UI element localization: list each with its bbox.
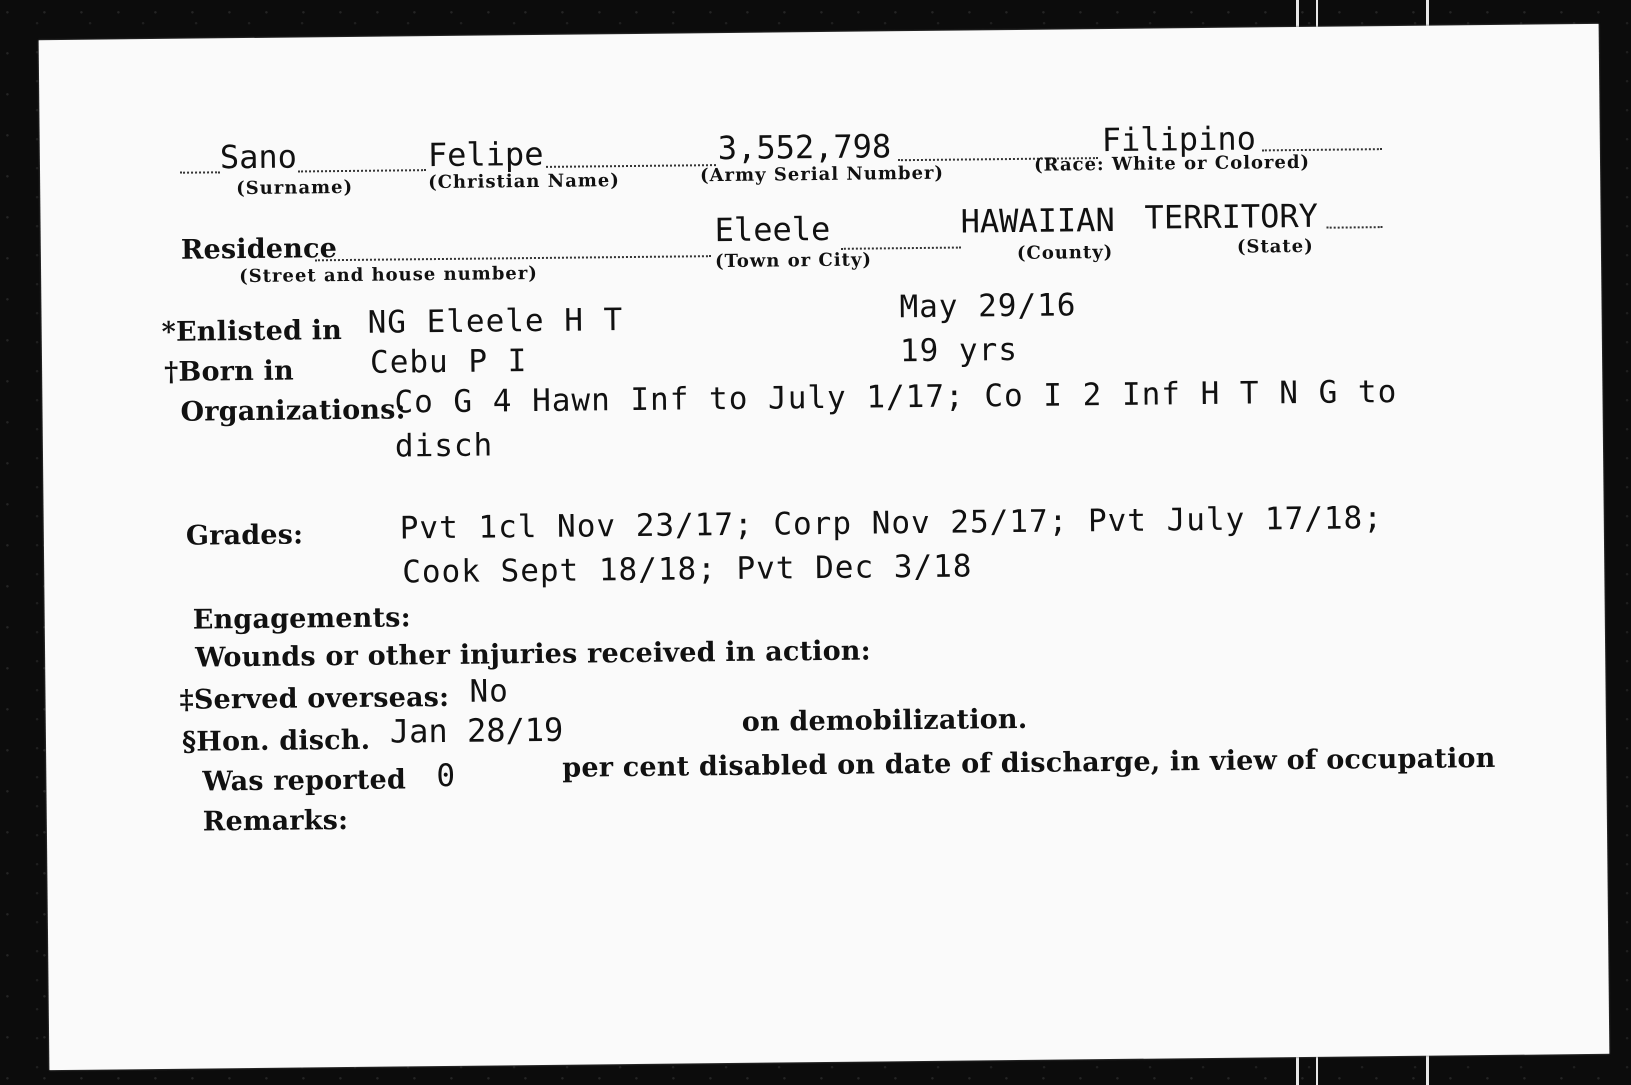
surname-caption: (Surname) [236,176,354,200]
race-caption: (Race: White or Colored) [1033,151,1311,176]
serial-number-value: 3,552,798 [717,127,892,168]
town-caption: (Town or City) [714,249,873,273]
grades-label: Grades: [185,519,304,552]
organizations-line-2: disch [394,427,494,465]
enlisted-value: NG Eleele H T [367,302,624,341]
christian-name-caption: (Christian Name) [428,170,620,194]
born-label: †Born in [163,355,294,388]
grades-line-2: Cook Sept 18/18; Pvt Dec 3/18 [402,548,973,591]
christian-name-value: Felipe [427,134,544,175]
wounds-label: Wounds or other injuries received in action: [194,635,872,674]
age-value: 19 yrs [899,331,1019,370]
discharge-label: §Hon. disch. [181,724,371,758]
enlisted-label: *Enlisted in [161,315,343,348]
state-value: TERRITORY [1144,196,1319,237]
reported-suffix: per cent disabled on date of discharge, in view of occupation [562,742,1496,784]
grades-line-1: Pvt 1cl Nov 23/17; Corp Nov 25/17; Pvt July 17/18; [399,500,1384,547]
residence-label: Residence [180,233,338,266]
leader-dots [298,169,426,172]
service-record-card [39,24,1610,1070]
remarks-label: Remarks: [202,804,349,838]
organizations-label: Organizations: [180,394,406,428]
county-value: HAWAIIAN [960,200,1115,241]
leader-dots [546,164,716,168]
born-value: Cebu P I [369,343,528,381]
enlisted-date: May 29/16 [899,287,1077,326]
serial-number-caption: (Army Serial Number) [699,162,945,187]
organizations-line-1: Co G 4 Hawn Inf to July 1/17; Co I 2 Inf H T N G to [394,373,1398,421]
discharge-date: Jan 28/19 [389,710,564,751]
county-caption: (County) [1016,241,1114,264]
served-overseas-value: No [469,673,510,710]
town-value: Eleele [714,209,831,250]
reported-value: 0 [436,757,457,795]
leader-dots [315,255,711,261]
street-caption: (Street and house number) [239,262,538,288]
leader-dots [1262,148,1382,151]
race-value: Filipino [1101,119,1257,160]
reported-label: Was reported [202,764,407,798]
leader-dots [1327,226,1383,229]
state-caption: (State) [1236,235,1314,258]
leader-dots [180,171,220,173]
engagements-label: Engagements: [192,602,411,636]
discharge-suffix: on demobilization. [741,703,1028,738]
surname-value: Sano [219,137,298,177]
served-overseas-label: ‡Served overseas: [179,681,450,716]
